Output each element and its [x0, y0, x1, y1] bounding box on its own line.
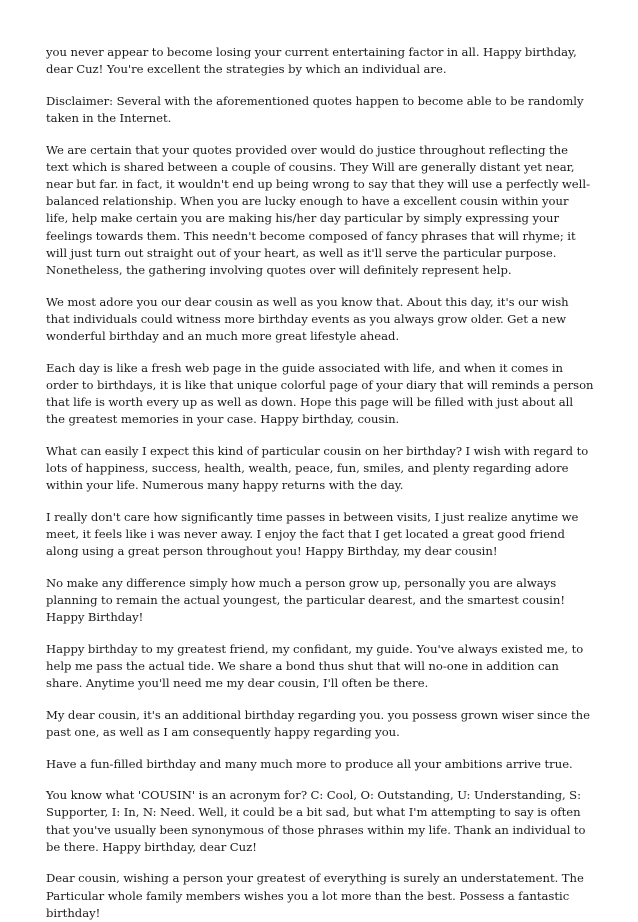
- paragraph-quotes-justice: We are certain that your quotes provided over would do justice throughout reflecting the text which is shared between a couple of cousins. They Will are generally distant yet near, near but far. in fact, it wouldn't end up being wrong to say that they will use a perfectly well-balanced relationship. When you are lucky enough to have a excellent cousin within your life, help make certain you are making his/her day particular by simply expressing your feelings towards them. This needn't become composed of fancy phrases that will rhyme; it will just turn out straight out of your heart, as well as it'll serve the particular purpose. Nonetheless, the gathering involving quotes over will definitely represent help.: [46, 142, 590, 278]
- paragraph-fresh-page: Each day is like a fresh web page in the guide associated with life, and when it comes in order to birthdays, it is like that unique colorful page of your diary that will reminds a person that life is worth every up as well as down. Hope this page will be filled with just about all the greatest memories in your case. Happy birthday, cousin.: [46, 360, 594, 427]
- paragraph-fun-filled: Have a fun-filled birthday and many much more to produce all your ambitions arrive true.: [46, 756, 573, 771]
- paragraph-continuation: you never appear to become losing your current entertaining factor in all. Happy birthday, dear Cuz! You're excellent the strategies by which an individual are.: [46, 45, 577, 77]
- paragraph-disclaimer: Disclaimer: Several with the aforementioned quotes happen to become able to be randomly taken in the Internet.: [46, 93, 584, 125]
- paragraph-time-passes: I really don't care how significantly time passes in between visits, I just realize anytime we meet, it feels like i was never away. I enjoy the fact that I get located a great good friend along using a great person throughout you! Happy Birthday, my dear cousin!: [46, 509, 579, 559]
- paragraph-dear-cousin: Dear cousin, wishing a person your greatest of everything is surely an understatement. The Particular whole family members wishes you a lot more than the best. Possess a fantastic birthday!: [46, 871, 584, 920]
- paragraph-another-birthday: My dear cousin, it's an additional birthday regarding you. you possess grown wiser since the past one, as well as I am consequently happy regarding you.: [46, 707, 590, 740]
- paragraph-expect-cousin: What can easily I expect this kind of particular cousin on her birthday? I wish with regard to lots of happiness, success, health, wealth, peace, fun, smiles, and plenty regarding adore within your life. Numerous many happy returns with the day.: [46, 443, 589, 493]
- paragraph-adore-cousin: We most adore you our dear cousin as well as you know that. About this day, it's our wish that individuals could witness more birthday events as you always grow older. Get a new wonderful birthday and an much more great lifestyle ahead.: [46, 294, 569, 344]
- paragraph-cousin-acronym: You know what 'COUSIN' is an acronym for? C: Cool, O: Outstanding, U: Understanding, S: Supporter, I: In, N: Need. Well, it could be a bit sad, but what I'm attempting to say is often that you've usually been synonymous of those phrases within my life. Thank an individual to be there. Happy birthday, dear Cuz!: [46, 788, 586, 854]
- document-body: [46, 44, 594, 922]
- paragraph-grow-up: No make any difference simply how much a person grow up, personally you are always planning to remain the actual youngest, the particular dearest, and the smartest cousin! Happy Birthday!: [46, 575, 565, 625]
- paragraph-greatest-friend: Happy birthday to my greatest friend, my confidant, my guide. You've always existed me, to help me pass the actual tide. We share a bond thus shut that will no-one in addition can share. Anytime you'll need me my dear cousin, I'll often be there.: [46, 641, 584, 691]
